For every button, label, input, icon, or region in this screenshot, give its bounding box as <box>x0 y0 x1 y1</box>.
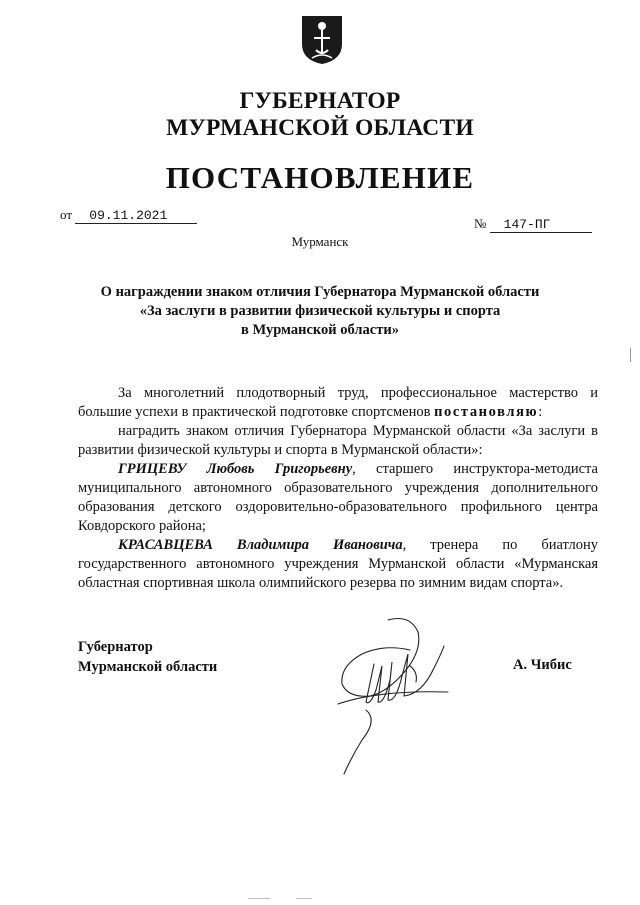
signatory-title-line2: Мурманской области <box>78 659 218 675</box>
person1-paragraph <box>78 460 598 536</box>
person1-name: ГРИЦЕВУ Любовь Григорьевну <box>118 461 353 477</box>
signatory-title-line1: Губернатор <box>78 639 153 655</box>
document-body <box>78 384 598 593</box>
decree-word: постановляю <box>434 404 539 420</box>
number-prefix: № <box>474 216 487 231</box>
footer-mark-left <box>248 898 270 899</box>
date-value: 09.11.2021 <box>75 208 197 224</box>
margin-mark <box>630 348 631 362</box>
number-row <box>474 216 592 233</box>
subject-line1: О награждении знаком отличия Губернатора Мурманской области <box>100 284 540 300</box>
footer-mark-right <box>296 898 312 899</box>
award-paragraph: наградить знаком отличия Губернатора Мурманской области «За заслуги в развитии физической культуры и спорта в Мурманской области»: <box>78 423 598 458</box>
number-value: 147-ПГ <box>490 217 592 233</box>
document-subject <box>60 283 580 340</box>
date-prefix: от <box>60 207 73 222</box>
coat-of-arms-icon <box>300 14 344 66</box>
signatory-name: А. Чибис <box>513 657 572 673</box>
handwritten-signature-icon <box>318 610 468 780</box>
preamble-text: За многолетний плодотворный труд, профессиональное мастерство и большие успехи в практической подготовке спортсменов <box>78 385 598 420</box>
person2-description: , тренера по биатлону государственного автономного учреждения Мурманской области «Мурманская областная спортивная школа олимпийского резерва по зимним видам спорта». <box>78 537 598 591</box>
authority-line1: ГУБЕРНАТОР <box>239 88 401 114</box>
city: Мурманск <box>291 234 349 249</box>
person2-paragraph <box>78 536 598 593</box>
subject-line3: в Мурманской области» <box>241 322 399 338</box>
subject-line2: «За заслуги в развитии физической культуры и спорта <box>139 303 501 319</box>
person1-description: , старшего инструктора-методиста муниципального автономного образовательного учреждения дополнительного образования детского оздоровительно-образовательного профильного центра Ковдорского района; <box>78 461 598 534</box>
decree-colon: : <box>538 404 543 420</box>
document-type: ПОСТАНОВЛЕНИЕ <box>165 160 475 195</box>
signatory-title <box>78 637 217 677</box>
person2-name: КРАСАВЦЕВА Владимира Ивановича <box>118 537 403 553</box>
preamble-paragraph <box>78 384 598 422</box>
date-row <box>60 207 197 224</box>
authority-line2: МУРМАНСКОЙ ОБЛАСТИ <box>166 115 474 141</box>
